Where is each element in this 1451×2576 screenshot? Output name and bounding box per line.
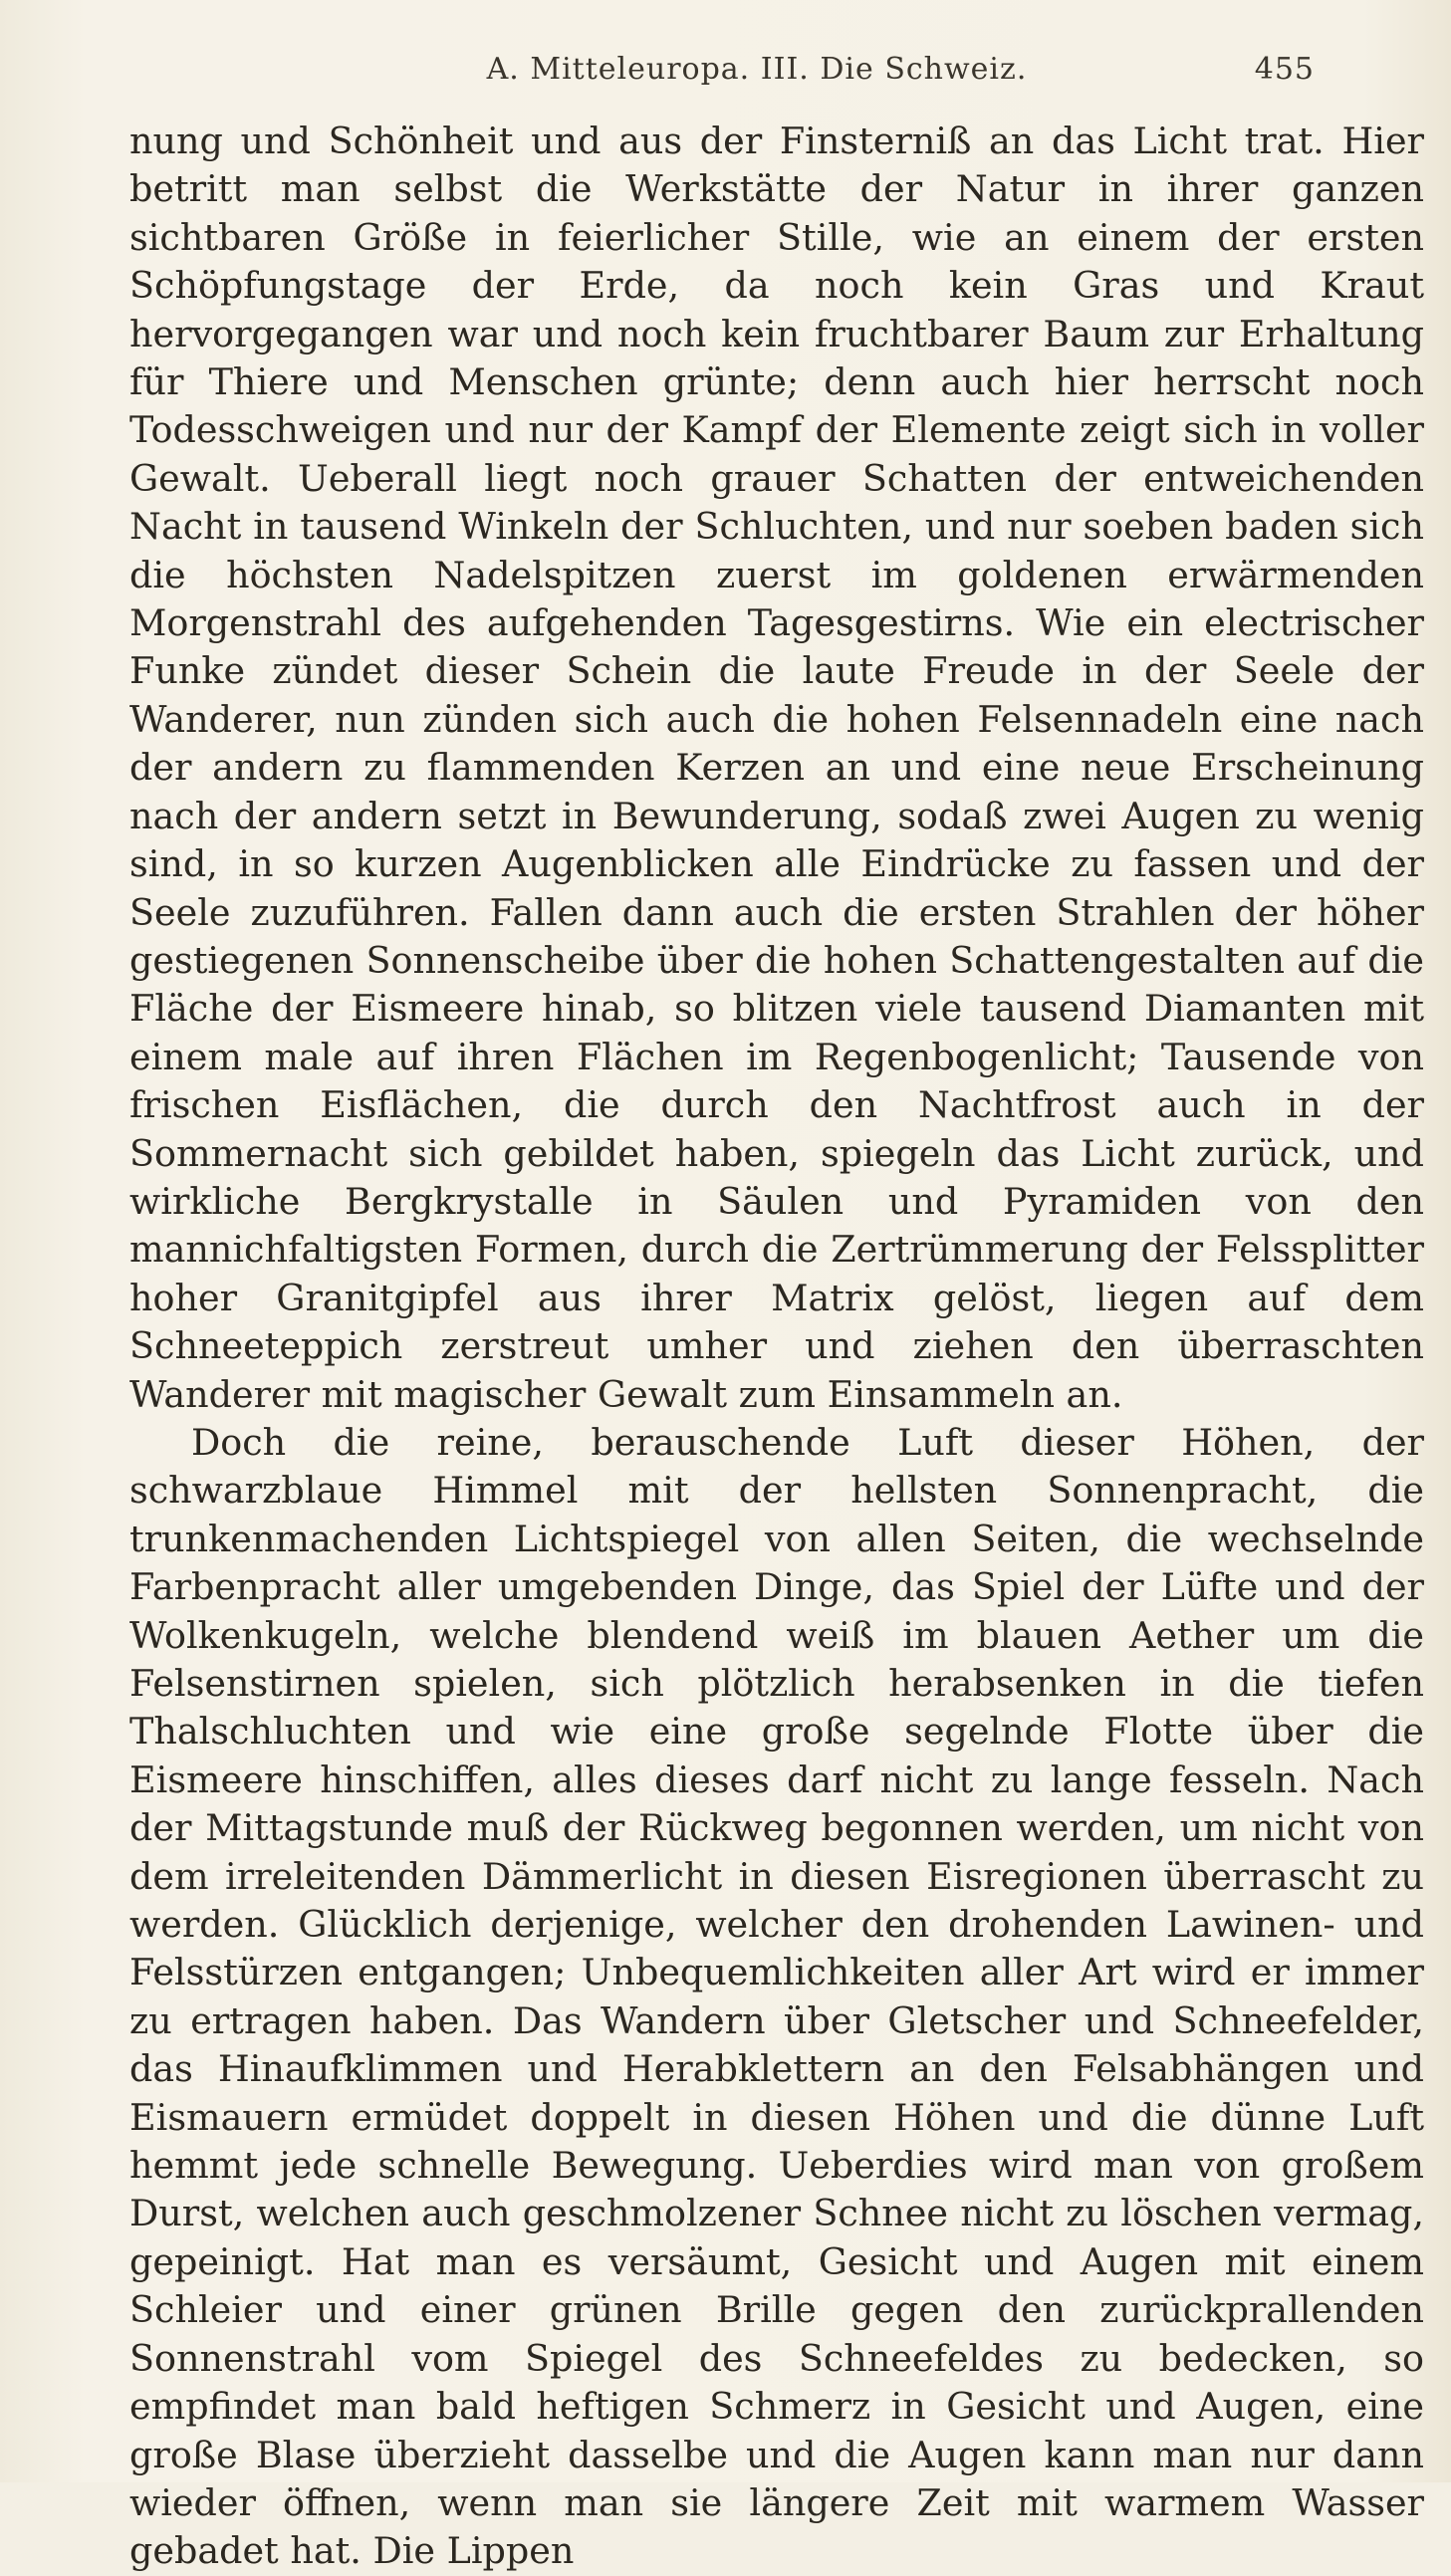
paragraph-2: Doch die reine, berauschende Luft dieser Höhen, der schwarzblaue Himmel mit der hellsten Sonnenpracht, die trunkenmachenden Lichtspiegel von allen Seiten, die wechselnde Farbenpracht aller umgebenden Dinge, das Spiel der Lüfte und der Wolkenkugeln, welche blendend weiß im blauen Aether um die Felsenstirnen spielen, sich plötzlich herabsenken in die tiefen Thalschluchten und wie eine große segelnde Flotte über die Eismeere hinschiffen, alles dieses darf nicht zu lange fesseln. Nach der Mittagstunde muß der Rückweg begonnen werden, um nicht von dem irreleitenden Dämmerlicht in diesen Eisregionen überrascht zu werden. Glücklich derjenige, welcher den drohenden Lawinen- und Felsstürzen entgangen; Unbequemlichkeiten aller Art wird er immer zu ertragen haben. Das Wandern über Gletscher und Schneefelder, das Hinaufklimmen und Herabklettern an den Felsabhängen und Eismauern ermüdet doppelt in diesen Höhen und die dünne Luft hemmt jede schnelle Bewegung. Ueberdies wird man von großem Durst, welchen auch geschmolzener Schnee nicht zu löschen vermag, gepeinigt. Hat man es versäumt, Gesicht und Augen mit einem Schleier und einer grünen Brille gegen den zurückprallenden Sonnenstrahl vom Spiegel des Schneefeldes zu bedecken, so empfindet man bald heftigen Schmerz in Gesicht und Augen, eine große Blase überzieht dasselbe und die Augen kann man nur dann wieder öffnen, wenn man sie längere Zeit mit warmem Wasser gebadet hat. Die Lippen [129, 1420, 1424, 2573]
page-number: 455 [1254, 52, 1315, 87]
paragraph-1: nung und Schönheit und aus der Finsterniß an das Licht trat. Hier betritt man selbst die Werkstätte der Natur in ihrer ganzen sichtbaren Größe in feierlicher Stille, wie an einem der ersten Schöpfungstage der Erde, da noch kein Gras und Kraut hervorgegangen war und noch kein fruchtbarer Baum zur Erhaltung für Thiere und Menschen grünte; denn auch hier herrscht noch Todesschweigen und nur der Kampf der Elemente zeigt sich in voller Gewalt. Ueberall liegt noch grauer Schatten der entweichenden Nacht in tausend Winkeln der Schluchten, und nur soeben baden sich die höchsten Nadelspitzen zuerst im goldenen erwärmenden Morgenstrahl des aufgehenden Tagesgestirns. Wie ein electrischer Funke zündet dieser Schein die laute Freude in der Seele der Wanderer, nun zünden sich auch die hohen Felsennadeln eine nach der andern zu flammenden Kerzen an und eine neue Erscheinung nach der andern setzt in Bewunderung, sodaß zwei Augen zu wenig sind, in so kurzen Augenblicken alle Eindrücke zu fassen und der Seele zuzuführen. Fallen dann auch die ersten Strahlen der höher gestiegenen Sonnenscheibe über die hohen Schattengestalten auf die Fläche der Eismeere hinab, so blitzen viele tausend Diamanten mit einem male auf ihren Flächen im Regenbogenlicht; Tausende von frischen Eisflächen, die durch den Nachtfrost auch in der Sommernacht sich gebildet haben, spiegeln das Licht zurück, und wirkliche Bergkrystalle in Säulen und Pyramiden von den mannichfaltigsten Formen, durch die Zertrümmerung der Felssplitter hoher Granitgipfel aus ihrer Matrix gelöst, liegen auf dem Schneeteppich zerstreut umher und ziehen den überraschten Wanderer mit magischer Gewalt zum Einsammeln an. [129, 119, 1424, 1416]
chapter-heading: A. Mitteleuropa. III. Die Schweiz. [486, 52, 1028, 87]
body-text [129, 117, 1424, 2576]
running-head [259, 52, 1315, 102]
